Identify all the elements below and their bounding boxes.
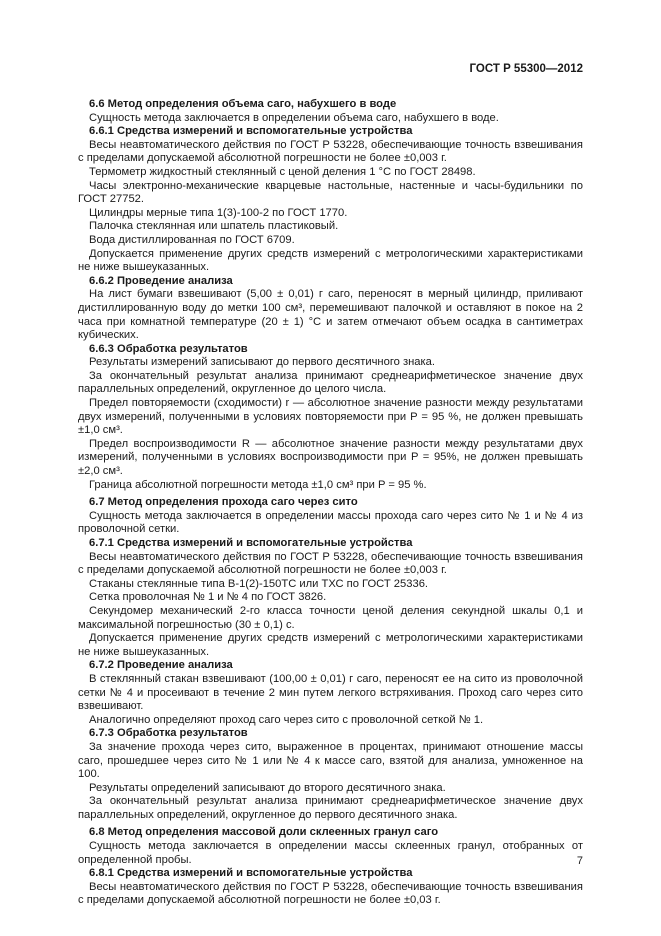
paragraph: Весы неавтоматического действия по ГОСТ Р 53228, обеспечивающие точность взвешивания с пределами допускаемой абсолютной погрешности не более ±0,03 г. — [78, 880, 583, 907]
paragraph: Аналогично определяют проход саго через сито с проволочной сеткой № 1. — [89, 713, 484, 726]
paragraph: Результаты измерений записывают до первого десятичного знака. — [89, 356, 435, 369]
paragraph: За окончательный результат анализа принимают среднеарифметическое значение двух параллельных определений, округленное до первого десятичного знака. — [78, 795, 583, 821]
paragraph: Сущность метода заключается в определении массы склеенных гранул, отобранных от определенной пробы. — [78, 840, 583, 866]
paragraph: На лист бумаги взвешивают (5,00 ± 0,01) г саго, переносят в мерный цилиндр, приливают дистиллированную воду до метки 100 см³, перемешивают палочкой и оставляют в покое на 2 часа при комнатной температуре (20 ± 1) °С и затем отмечают объем осадка в сантиметрах кубических. — [78, 288, 583, 342]
paragraph: Результаты определений записывают до второго десятичного знака. — [89, 781, 446, 794]
paragraph: Секундомер механический 2-го класса точности ценой деления секундной шкалы 0,1 и максимальной погрешностью (30 ± 0,1) с. — [78, 604, 583, 631]
paragraph: Сущность метода заключается в определении массы прохода саго через сито № 1 и № 4 из проволочной сетки. — [78, 509, 583, 536]
paragraph: Термометр жидкостный стеклянный с ценой деления 1 °С по ГОСТ 28498. — [89, 165, 476, 178]
paragraph: Цилиндры мерные типа 1(3)-100-2 по ГОСТ 1770. — [89, 206, 348, 219]
paragraph: Предел воспроизводимости R — абсолютное значение разности между результатами двух измерений, полученными в условиях воспроизводимости при P = 95%, не должен превышать ±2,0 см³. — [78, 437, 583, 478]
paragraph: В стеклянный стакан взвешивают (100,00 ± 0,01) г саго, переносят ее на сито из проволочной сетки № 4 и просеивают в течение 2 мин путем легкого встряхивания. Проход саго через сито взвешивают. — [78, 672, 583, 713]
section-heading: 6.7.1 Средства измерений и вспомогательные устройства — [89, 537, 413, 549]
section-heading: 6.6.2 Проведение анализа — [89, 274, 233, 287]
paragraph: Предел повторяемости (сходимости) r — абсолютное значение разности между результатами двух измерений, полученными в условиях повторяемости при P = 95 %, не должен превышать ±1,0 см³. — [78, 397, 583, 437]
section-heading: 6.7.2 Проведение анализа — [89, 659, 233, 672]
standard-code: ГОСТ Р 55300—2012 — [469, 63, 583, 75]
paragraph: За значение прохода через сито, выраженное в процентах, принимают отношение массы саго, прошедшее через сито № 1 или № 4 к массе саго, взятой для анализа, умноженное на 100. — [78, 740, 583, 781]
section-heading: 6.8.1 Средства измерений и вспомогательные устройства — [89, 867, 413, 880]
section-heading: 6.6.3 Обработка результатов — [89, 342, 248, 355]
page-number: 7 — [576, 855, 583, 868]
paragraph: Сетка проволочная № 1 и № 4 по ГОСТ 3826. — [89, 591, 327, 604]
paragraph: Допускается применение других средств измерений с метрологическими характеристиками не ниже вышеуказанных. — [78, 632, 583, 658]
section-heading: 6.8 Метод определения массовой доли склеенных гранул саго — [89, 826, 439, 839]
paragraph: Вода дистиллированная по ГОСТ 6709. — [89, 233, 295, 246]
section-heading: 6.6 Метод определения объема саго, набухшего в воде — [89, 98, 397, 110]
paragraph: Граница абсолютной погрешности метода ±1,0 см³ при P = 95 %. — [89, 478, 427, 491]
paragraph: За окончательный результат анализа принимают среднеарифметическое значение двух параллельных определений, округленное до целого числа. — [78, 369, 583, 396]
section-heading: 6.7.3 Обработка результатов — [89, 727, 248, 740]
section-heading: 6.7 Метод определения прохода саго через сито — [89, 496, 358, 509]
paragraph: Весы неавтоматического действия по ГОСТ Р 53228, обеспечивающие точность взвешивания с пределами допускаемой абсолютной погрешности не более ±0,003 г. — [78, 138, 583, 165]
paragraph: Палочка стеклянная или шпатель пластиковый. — [89, 220, 339, 233]
section-heading: 6.6.1 Средства измерений и вспомогательные устройства — [89, 125, 413, 138]
paragraph: Часы электронно-механические кварцевые настольные, настенные и часы-будильники по ГОСТ 27752. — [78, 179, 583, 206]
document-body — [78, 98, 583, 908]
paragraph: Сущность метода заключается в определении объема саго, набухшего в воде. — [89, 111, 499, 124]
paragraph: Допускается применение других средств измерений с метрологическими характеристиками не ниже вышеуказанных. — [78, 247, 583, 274]
paragraph: Стаканы стеклянные типа В-1(2)-150ТС или ТХС по ГОСТ 25336. — [89, 577, 429, 590]
paragraph: Весы неавтоматического действия по ГОСТ Р 53228, обеспечивающие точность взвешивания с пределами допускаемой абсолютной погрешности не более ±0,003 г. — [78, 550, 583, 577]
